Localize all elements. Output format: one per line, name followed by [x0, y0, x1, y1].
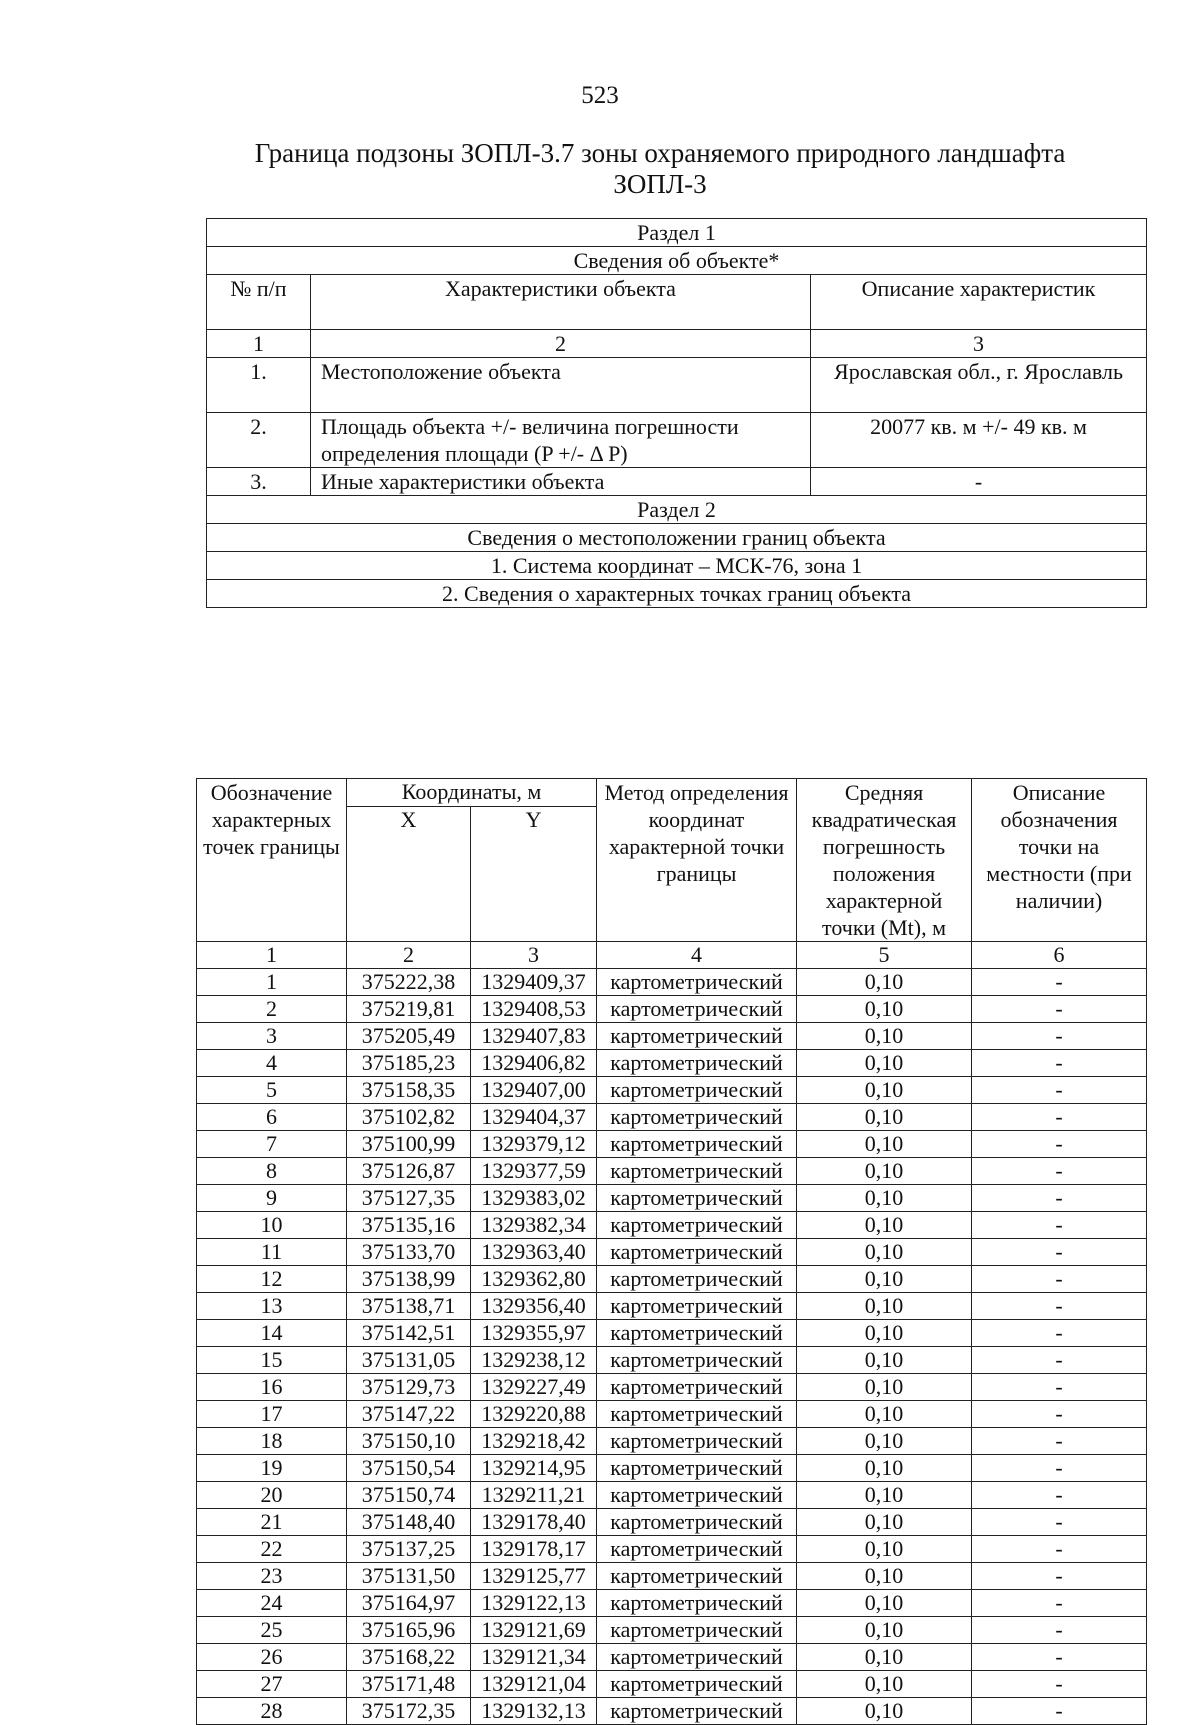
row-characteristic: Иные характеристики объекта [311, 468, 811, 496]
index-row [197, 942, 1147, 969]
point-x: 375172,35 [347, 1698, 471, 1725]
point-method: картометрический [597, 1536, 797, 1563]
point-y: 1329178,17 [471, 1536, 597, 1563]
point-method: картометрический [597, 1698, 797, 1725]
col-point-header: Обозначение характерных точек границы [197, 779, 347, 942]
point-method: картометрический [597, 1482, 797, 1509]
col-coordinates-header: Координаты, м [347, 779, 597, 807]
point-method: картометрический [597, 1293, 797, 1320]
point-method: картометрический [597, 1374, 797, 1401]
point-number: 2 [197, 996, 347, 1023]
point-x: 375205,49 [347, 1023, 471, 1050]
point-note: - [972, 1536, 1147, 1563]
point-x: 375150,74 [347, 1482, 471, 1509]
point-y: 1329356,40 [471, 1293, 597, 1320]
point-method: картометрический [597, 996, 797, 1023]
point-note: - [972, 1617, 1147, 1644]
table-row [197, 1590, 1147, 1617]
point-method: картометрический [597, 1617, 797, 1644]
point-note: - [972, 1482, 1147, 1509]
table-row [197, 1671, 1147, 1698]
point-note: - [972, 1590, 1147, 1617]
section1-heading: Раздел 1 [207, 219, 1147, 247]
point-y: 1329121,04 [471, 1671, 597, 1698]
point-x: 375148,40 [347, 1509, 471, 1536]
table-row [197, 1482, 1147, 1509]
table-row [197, 1347, 1147, 1374]
point-number: 14 [197, 1320, 347, 1347]
table-row [197, 1563, 1147, 1590]
point-note: - [972, 1050, 1147, 1077]
point-note: - [972, 996, 1147, 1023]
section2-heading: Раздел 2 [207, 496, 1147, 524]
point-note: - [972, 1320, 1147, 1347]
point-x: 375126,87 [347, 1158, 471, 1185]
point-x: 375164,97 [347, 1590, 471, 1617]
point-note: - [972, 1671, 1147, 1698]
point-method: картометрический [597, 1590, 797, 1617]
boundary-points-table [196, 778, 1147, 1725]
point-x: 375102,82 [347, 1104, 471, 1131]
title-line-2: ЗОПЛ-3 [613, 169, 707, 199]
point-y: 1329125,77 [471, 1563, 597, 1590]
table-row [197, 1023, 1147, 1050]
document-title [200, 138, 1120, 200]
point-error: 0,10 [797, 1455, 972, 1482]
point-number: 19 [197, 1455, 347, 1482]
point-error: 0,10 [797, 1023, 972, 1050]
point-note: - [972, 1401, 1147, 1428]
point-method: картометрический [597, 1563, 797, 1590]
point-x: 375142,51 [347, 1320, 471, 1347]
point-error: 0,10 [797, 1293, 972, 1320]
point-error: 0,10 [797, 1698, 972, 1725]
point-x: 375219,81 [347, 996, 471, 1023]
point-method: картометрический [597, 1239, 797, 1266]
point-note: - [972, 1698, 1147, 1725]
table-row [197, 1158, 1147, 1185]
point-number: 28 [197, 1698, 347, 1725]
point-y: 1329211,21 [471, 1482, 597, 1509]
col-index: 6 [972, 942, 1147, 969]
point-method: картометрический [597, 1158, 797, 1185]
point-x: 375129,73 [347, 1374, 471, 1401]
point-note: - [972, 1347, 1147, 1374]
col-index: 3 [471, 942, 597, 969]
point-number: 21 [197, 1509, 347, 1536]
point-method: картометрический [597, 1266, 797, 1293]
point-number: 23 [197, 1563, 347, 1590]
table-row [197, 1428, 1147, 1455]
row-characteristic: Местоположение объекта [311, 358, 811, 413]
point-error: 0,10 [797, 1563, 972, 1590]
point-note: - [972, 1509, 1147, 1536]
table-row [197, 1131, 1147, 1158]
point-note: - [972, 1644, 1147, 1671]
point-x: 375185,23 [347, 1050, 471, 1077]
col-index: 4 [597, 942, 797, 969]
point-y: 1329404,37 [471, 1104, 597, 1131]
point-number: 18 [197, 1428, 347, 1455]
point-number: 8 [197, 1158, 347, 1185]
table-row [197, 996, 1147, 1023]
row-number: 3. [207, 468, 311, 496]
point-note: - [972, 1212, 1147, 1239]
point-y: 1329121,69 [471, 1617, 597, 1644]
point-number: 5 [197, 1077, 347, 1104]
table-row [197, 1374, 1147, 1401]
point-number: 4 [197, 1050, 347, 1077]
point-method: картометрический [597, 969, 797, 996]
point-number: 7 [197, 1131, 347, 1158]
point-error: 0,10 [797, 1401, 972, 1428]
point-method: картометрический [597, 1644, 797, 1671]
point-y: 1329122,13 [471, 1590, 597, 1617]
table-row [197, 1293, 1147, 1320]
point-x: 375100,99 [347, 1131, 471, 1158]
point-method: картометрический [597, 1050, 797, 1077]
table-row [197, 1050, 1147, 1077]
point-y: 1329362,80 [471, 1266, 597, 1293]
point-y: 1329379,12 [471, 1131, 597, 1158]
point-number: 26 [197, 1644, 347, 1671]
point-method: картометрический [597, 1023, 797, 1050]
col-x-header: X [347, 806, 471, 941]
point-error: 0,10 [797, 1482, 972, 1509]
point-number: 20 [197, 1482, 347, 1509]
point-note: - [972, 1563, 1147, 1590]
point-error: 0,10 [797, 1050, 972, 1077]
table-row [197, 1644, 1147, 1671]
point-error: 0,10 [797, 1509, 972, 1536]
coordinate-system: 1. Система координат – МСК-76, зона 1 [207, 552, 1147, 580]
point-number: 27 [197, 1671, 347, 1698]
table-row [197, 1077, 1147, 1104]
point-y: 1329227,49 [471, 1374, 597, 1401]
table-row [197, 1455, 1147, 1482]
point-y: 1329377,59 [471, 1158, 597, 1185]
point-method: картометрический [597, 1455, 797, 1482]
point-method: картометрический [597, 1428, 797, 1455]
point-x: 375150,54 [347, 1455, 471, 1482]
point-x: 375165,96 [347, 1617, 471, 1644]
table-row [197, 1320, 1147, 1347]
col-method-header: Метод определения координат характерной точки границы [597, 779, 797, 942]
point-y: 1329355,97 [471, 1320, 597, 1347]
point-error: 0,10 [797, 996, 972, 1023]
table-row [197, 1212, 1147, 1239]
point-number: 17 [197, 1401, 347, 1428]
point-y: 1329408,53 [471, 996, 597, 1023]
point-error: 0,10 [797, 1644, 972, 1671]
point-x: 375171,48 [347, 1671, 471, 1698]
point-note: - [972, 1185, 1147, 1212]
point-note: - [972, 1293, 1147, 1320]
point-error: 0,10 [797, 1158, 972, 1185]
table-row [197, 1266, 1147, 1293]
col-y-header: Y [471, 806, 597, 941]
table-row [197, 969, 1147, 996]
point-error: 0,10 [797, 1131, 972, 1158]
point-number: 24 [197, 1590, 347, 1617]
point-method: картометрический [597, 1320, 797, 1347]
points-body [197, 969, 1147, 1725]
points-heading: 2. Сведения о характерных точках границ объекта [207, 580, 1147, 608]
point-x: 375137,25 [347, 1536, 471, 1563]
point-x: 375131,50 [347, 1563, 471, 1590]
point-error: 0,10 [797, 1104, 972, 1131]
point-method: картометрический [597, 1671, 797, 1698]
point-error: 0,10 [797, 1239, 972, 1266]
point-y: 1329407,83 [471, 1023, 597, 1050]
table-row [197, 1536, 1147, 1563]
point-method: картометрический [597, 1212, 797, 1239]
point-error: 0,10 [797, 1185, 972, 1212]
col-description-header: Описание характеристик [811, 275, 1147, 330]
point-y: 1329407,00 [471, 1077, 597, 1104]
point-error: 0,10 [797, 1536, 972, 1563]
point-error: 0,10 [797, 1320, 972, 1347]
col-characteristics-header: Характеристики объекта [311, 275, 811, 330]
point-y: 1329406,82 [471, 1050, 597, 1077]
point-y: 1329132,13 [471, 1698, 597, 1725]
row-description: Ярославская обл., г. Ярославль [811, 358, 1147, 413]
point-y: 1329382,34 [471, 1212, 597, 1239]
point-number: 16 [197, 1374, 347, 1401]
point-note: - [972, 1374, 1147, 1401]
point-x: 375150,10 [347, 1428, 471, 1455]
point-error: 0,10 [797, 1212, 972, 1239]
point-x: 375131,05 [347, 1347, 471, 1374]
point-x: 375168,22 [347, 1644, 471, 1671]
point-number: 6 [197, 1104, 347, 1131]
col-error-header: Средняя квадратическая погрешность положения характерной точки (Mt), м [797, 779, 972, 942]
point-error: 0,10 [797, 1077, 972, 1104]
col-index: 2 [347, 942, 471, 969]
col-number-header: № п/п [207, 275, 311, 330]
col-index: 1 [197, 942, 347, 969]
point-number: 11 [197, 1239, 347, 1266]
section1-subheading: Сведения об объекте* [207, 247, 1147, 275]
point-note: - [972, 1266, 1147, 1293]
point-note: - [972, 1077, 1147, 1104]
point-note: - [972, 1104, 1147, 1131]
point-number: 3 [197, 1023, 347, 1050]
point-x: 375158,35 [347, 1077, 471, 1104]
point-note: - [972, 1158, 1147, 1185]
point-y: 1329363,40 [471, 1239, 597, 1266]
col-note-header: Описание обозначения точки на местности (при наличии) [972, 779, 1147, 942]
point-error: 0,10 [797, 1266, 972, 1293]
point-number: 22 [197, 1536, 347, 1563]
point-method: картометрический [597, 1509, 797, 1536]
point-x: 375147,22 [347, 1401, 471, 1428]
point-y: 1329218,42 [471, 1428, 597, 1455]
table-row [197, 1239, 1147, 1266]
point-error: 0,10 [797, 1347, 972, 1374]
point-number: 25 [197, 1617, 347, 1644]
point-error: 0,10 [797, 1671, 972, 1698]
point-error: 0,10 [797, 1374, 972, 1401]
col-index: 2 [311, 330, 811, 358]
point-note: - [972, 1131, 1147, 1158]
col-index: 3 [811, 330, 1147, 358]
row-characteristic: Площадь объекта +/- величина погрешности определения площади (P +/- Δ P) [311, 413, 811, 468]
point-note: - [972, 1428, 1147, 1455]
point-y: 1329238,12 [471, 1347, 597, 1374]
object-info-table [206, 218, 1147, 608]
point-y: 1329214,95 [471, 1455, 597, 1482]
point-number: 1 [197, 969, 347, 996]
table-row [197, 1698, 1147, 1725]
point-y: 1329409,37 [471, 969, 597, 996]
point-x: 375138,71 [347, 1293, 471, 1320]
point-y: 1329383,02 [471, 1185, 597, 1212]
point-error: 0,10 [797, 969, 972, 996]
point-note: - [972, 1023, 1147, 1050]
point-x: 375222,38 [347, 969, 471, 996]
point-note: - [972, 1455, 1147, 1482]
point-method: картометрический [597, 1347, 797, 1374]
page-number: 523 [581, 82, 619, 109]
point-y: 1329121,34 [471, 1644, 597, 1671]
row-number: 2. [207, 413, 311, 468]
point-note: - [972, 1239, 1147, 1266]
point-number: 10 [197, 1212, 347, 1239]
row-description: 20077 кв. м +/- 49 кв. м [811, 413, 1147, 468]
section2-subheading: Сведения о местоположении границ объекта [207, 524, 1147, 552]
point-note: - [972, 969, 1147, 996]
point-method: картометрический [597, 1077, 797, 1104]
point-number: 12 [197, 1266, 347, 1293]
point-y: 1329178,40 [471, 1509, 597, 1536]
table-row [197, 1104, 1147, 1131]
point-number: 9 [197, 1185, 347, 1212]
point-x: 375133,70 [347, 1239, 471, 1266]
point-method: картометрический [597, 1104, 797, 1131]
col-index: 5 [797, 942, 972, 969]
title-line-1: Граница подзоны ЗОПЛ-3.7 зоны охраняемого природного ландшафта [254, 138, 1066, 168]
row-number: 1. [207, 358, 311, 413]
point-method: картометрический [597, 1185, 797, 1212]
point-x: 375135,16 [347, 1212, 471, 1239]
point-number: 15 [197, 1347, 347, 1374]
table-row [197, 1509, 1147, 1536]
point-y: 1329220,88 [471, 1401, 597, 1428]
point-method: картометрический [597, 1131, 797, 1158]
point-error: 0,10 [797, 1617, 972, 1644]
row-description: - [811, 468, 1147, 496]
point-x: 375138,99 [347, 1266, 471, 1293]
point-error: 0,10 [797, 1428, 972, 1455]
point-method: картометрический [597, 1401, 797, 1428]
point-error: 0,10 [797, 1590, 972, 1617]
table-row [197, 1185, 1147, 1212]
table-row [197, 1617, 1147, 1644]
point-x: 375127,35 [347, 1185, 471, 1212]
col-index: 1 [207, 330, 311, 358]
point-number: 13 [197, 1293, 347, 1320]
table-row [197, 1401, 1147, 1428]
